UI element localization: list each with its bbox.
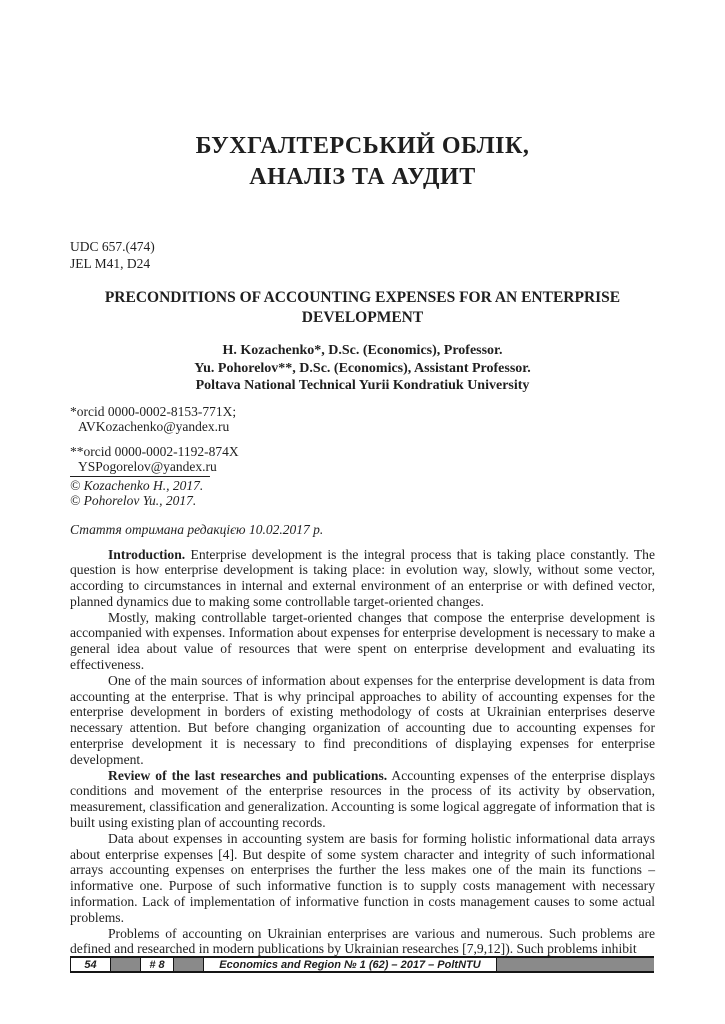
issue-number: # 8: [140, 958, 174, 971]
paragraph-text: Problems of accounting on Ukrainian enterprises are various and numerous. Such problems are defined and researched in modern publications by Ukrainian researches [7,9,12]). Such problems inhibit: [70, 925, 655, 957]
classification-codes: [70, 239, 655, 272]
received-date: Стаття отримана редакцією 10.02.2017 р.: [70, 521, 324, 537]
section-title-line2: АНАЛІЗ ТА АУДИТ: [249, 164, 476, 190]
article-body: [70, 547, 655, 958]
paragraph-lead: Review of the last researches and publications.: [108, 767, 388, 783]
paragraph-text: Mostly, making controllable target-oriented changes that compose the enterprise development is accompanied with expenses. Information about expenses for enterprise development is necessary to make a general idea about value of resources that were spent on enterprise development and evaluating its effectiveness.: [70, 609, 655, 673]
orcid-block: [70, 404, 655, 474]
article-title-line2: DEVELOPMENT: [301, 309, 424, 326]
paragraph: [70, 926, 655, 958]
page-footer: [70, 956, 654, 973]
journal-title: Economics and Region № 1 (62) – 2017 – PoltNTU: [203, 958, 497, 971]
orcid-id-1: *orcid 0000-0002-8153-771X;: [70, 403, 237, 419]
page-content: [0, 131, 725, 957]
author-1: H. Kozachenko*, D.Sc. (Economics), Professor.: [222, 343, 503, 358]
orcid-id-2: **orcid 0000-0002-1192-874X: [70, 443, 239, 459]
paragraph-text: One of the main sources of information about expenses for the enterprise development is data from accounting at the enterprise. That is why principal approaches to ability of accounting expenses for the enterprise development in borders of existing methodology of costs at Ukrainian enterprises deserve necessary attention. But before changing organization of accounting due to accounting expenses for enterprise development it is necessary to find preconditions of displaying expenses for enterprise development.: [70, 672, 655, 767]
orcid-author-2: [70, 444, 655, 474]
section-title-line1: БУХГАЛТЕРСЬКИЙ ОБЛІК,: [195, 133, 530, 159]
paragraph-lead: Introduction.: [108, 546, 186, 562]
footer-spacer: [174, 958, 203, 971]
page-number: 54: [70, 958, 111, 971]
orcid-email-2: YSPogorelov@yandex.ru: [78, 458, 217, 474]
article-title: [70, 288, 655, 328]
paragraph-review: [70, 768, 655, 831]
paragraph: [70, 610, 655, 673]
paragraph: [70, 831, 655, 926]
orcid-email-1: AVKozachenko@yandex.ru: [78, 418, 230, 434]
copyright-block: [70, 477, 655, 509]
orcid-author-1: [70, 404, 655, 434]
article-title-line1: PRECONDITIONS OF ACCOUNTING EXPENSES FOR AN ENTERPRISE: [104, 289, 621, 306]
affiliation: Poltava National Technical Yurii Kondratiuk University: [195, 378, 530, 393]
jel-code: JEL M41, D24: [70, 255, 151, 271]
authors-block: [70, 342, 655, 395]
paragraph-text: Data about expenses in accounting system are basis for forming holistic informational data arrays about enterprise expenses [4]. But despite of some system character and integrity of such informational arrays accounting expenses on enterprises the further the less makes one of the main its functions – informative one. Purpose of such informative function is to supply costs management with necessary information. Lack of implementation of informative function in costs management causes to some actual problems.: [70, 830, 655, 925]
copyright-line1: © Kozachenko H., 2017.: [70, 477, 204, 493]
copyright-line2: © Pohorelov Yu., 2017.: [70, 493, 197, 508]
udc-code: UDC 657.(474): [70, 239, 155, 254]
paragraph-text: Accounting expenses of the enterprise displays conditions and movement of the enterprise resources in the process of its activity by observation, measurement, classification and generalization. Accounting is some logical aggregate of information that is built using existing plan of accounting records.: [70, 767, 656, 831]
footer-spacer: [497, 958, 654, 971]
section-title: [70, 131, 655, 193]
paragraph: [70, 673, 655, 768]
author-2: Yu. Pohorelov**, D.Sc. (Economics), Assistant Professor.: [194, 360, 531, 376]
paragraph-text: Enterprise development is the integral process that is taking place constantly. The question is how enterprise development is taking place: in evolution way, slowly, without some vector, according to circumstances in internal and external environment of an enterprise or with defined vector, planned dynamics due to making some controllable target-oriented changes.: [70, 546, 655, 609]
paragraph-introduction: [70, 547, 655, 610]
footer-spacer: [111, 958, 140, 971]
